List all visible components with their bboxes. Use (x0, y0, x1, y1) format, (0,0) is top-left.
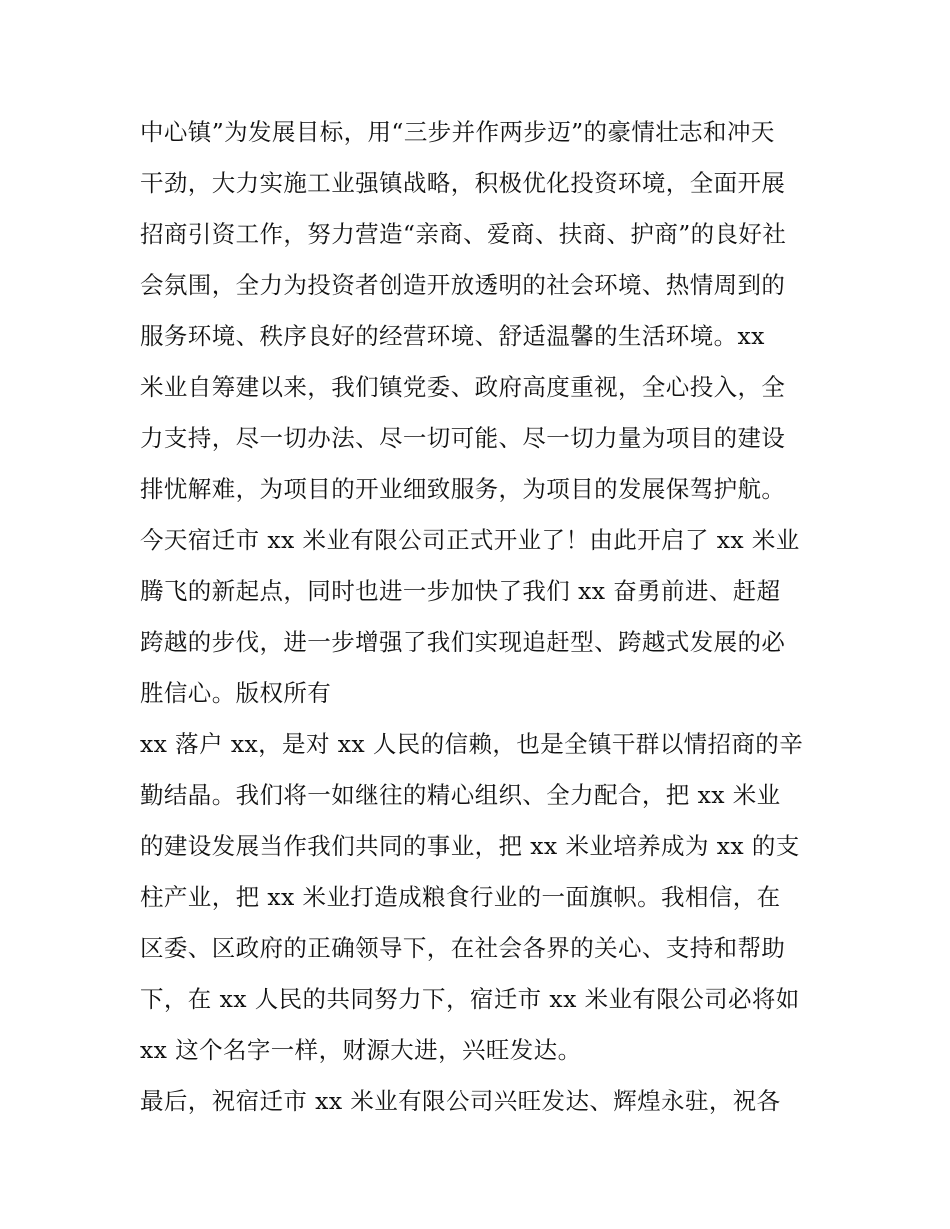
text-line: 招商引资工作，努力营造“亲商、爱商、扶商、护商”的良好社 (140, 220, 787, 248)
text-line: 区委、区政府的正确领导下，在社会各界的关心、支持和帮助 (140, 934, 786, 962)
text-line: 中心镇”为发展目标，用“三步并作两步迈”的豪情壮志和冲天 (140, 118, 775, 146)
text-line: 腾飞的新起点，同时也进一步加快了我们 xx 奋勇前进、赶超 (140, 577, 781, 605)
text-line: 跨越的步伐，进一步增强了我们实现追赶型、跨越式发展的必 (140, 628, 786, 656)
text-line: xx 落户 xx，是对 xx 人民的信赖，也是全镇干群以情招商的辛 (140, 730, 804, 758)
text-line: 力支持，尽一切办法、尽一切可能、尽一切力量为项目的建设 (140, 424, 786, 452)
text-line: 最后，祝宿迁市 xx 米业有限公司兴旺发达、辉煌永驻，祝各 (140, 1087, 781, 1115)
text-line: 胜信心。版权所有 (140, 679, 332, 707)
text-line: xx 这个名字一样，财源大进，兴旺发达。 (140, 1036, 582, 1064)
text-line: 干劲，大力实施工业强镇战略，积极优化投资环境，全面开展 (140, 169, 786, 197)
text-line: 下，在 xx 人民的共同努力下，宿迁市 xx 米业有限公司必将如 (140, 985, 800, 1013)
text-line: 排忧解难，为项目的开业细致服务，为项目的发展保驾护航。 (140, 475, 786, 503)
text-line: 米业自筹建以来，我们镇党委、政府高度重视，全心投入，全 (140, 373, 786, 401)
text-line: 的建设发展当作我们共同的事业，把 xx 米业培养成为 xx 的支 (140, 832, 800, 860)
text-line: 会氛围，全力为投资者创造开放透明的社会环境、热情周到的 (140, 271, 786, 299)
text-line: 今天宿迁市 xx 米业有限公司正式开业了！由此开启了 xx 米业 (140, 526, 800, 554)
text-line: 柱产业，把 xx 米业打造成粮食行业的一面旗帜。我相信，在 (140, 883, 781, 911)
text-line: 勤结晶。我们将一如继往的精心组织、全力配合，把 xx 米业 (140, 781, 781, 809)
text-line: 服务环境、秩序良好的经营环境、舒适温馨的生活环境。xx (140, 322, 765, 350)
document-body (140, 107, 820, 1127)
